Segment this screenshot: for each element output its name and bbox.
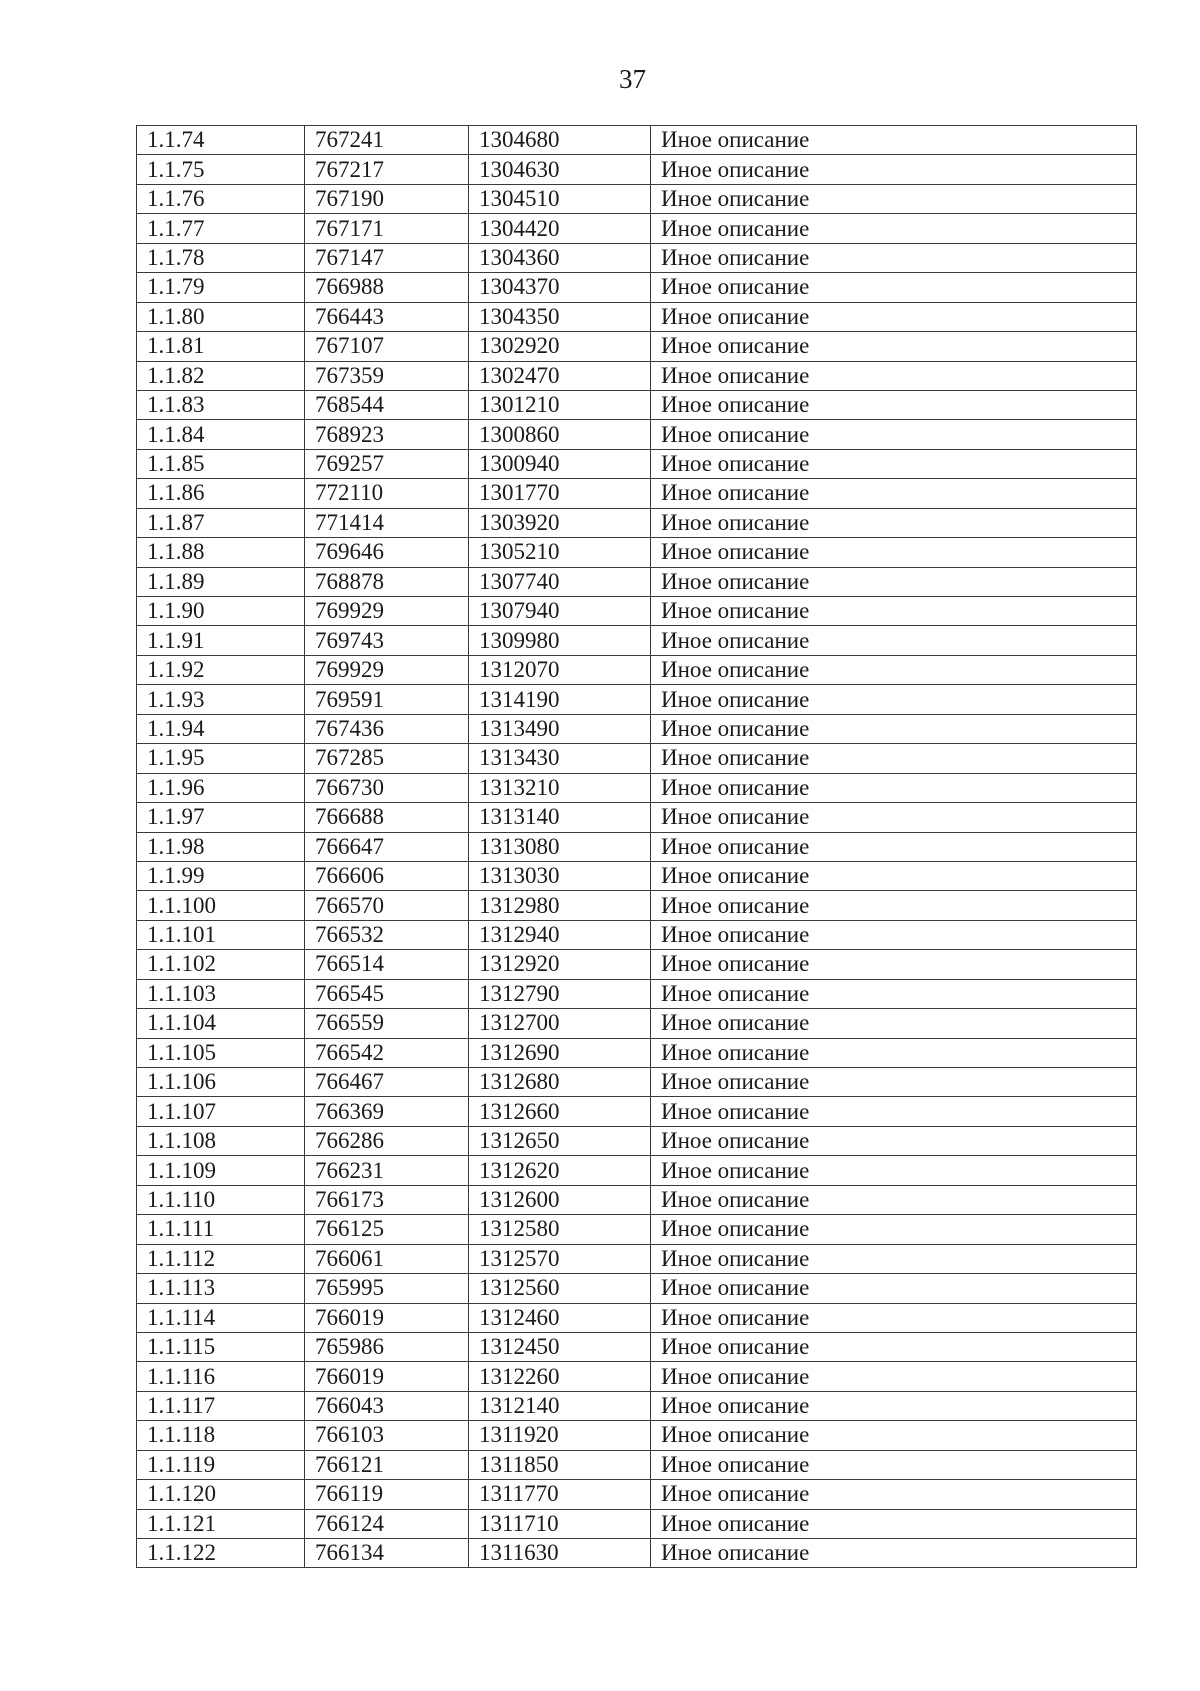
description-cell: Иное описание [651, 950, 1137, 979]
point-number-cell: 1.1.111 [137, 1215, 305, 1244]
point-number-cell: 1.1.109 [137, 1156, 305, 1185]
x-coordinate-cell: 765995 [305, 1274, 469, 1303]
x-coordinate-cell: 767171 [305, 214, 469, 243]
x-coordinate-cell: 766119 [305, 1480, 469, 1509]
y-coordinate-cell: 1312450 [469, 1332, 651, 1361]
description-cell: Иное описание [651, 979, 1137, 1008]
point-number-cell: 1.1.118 [137, 1421, 305, 1450]
y-coordinate-cell: 1302920 [469, 332, 651, 361]
point-number-cell: 1.1.85 [137, 449, 305, 478]
description-cell: Иное описание [651, 1509, 1137, 1538]
table-row [137, 1156, 1137, 1185]
y-coordinate-cell: 1312690 [469, 1038, 651, 1067]
point-number-cell: 1.1.82 [137, 361, 305, 390]
table-row [137, 1215, 1137, 1244]
table-row [137, 1509, 1137, 1538]
y-coordinate-cell: 1304360 [469, 243, 651, 272]
point-number-cell: 1.1.80 [137, 302, 305, 331]
table-row [137, 1303, 1137, 1332]
table-row [137, 1362, 1137, 1391]
point-number-cell: 1.1.119 [137, 1450, 305, 1479]
point-number-cell: 1.1.113 [137, 1274, 305, 1303]
table-row [137, 979, 1137, 1008]
table-row [137, 479, 1137, 508]
y-coordinate-cell: 1311770 [469, 1480, 651, 1509]
x-coordinate-cell: 767359 [305, 361, 469, 390]
point-number-cell: 1.1.94 [137, 714, 305, 743]
table-row [137, 332, 1137, 361]
y-coordinate-cell: 1304630 [469, 155, 651, 184]
table-row [137, 832, 1137, 861]
x-coordinate-cell: 769929 [305, 655, 469, 684]
point-number-cell: 1.1.121 [137, 1509, 305, 1538]
x-coordinate-cell: 766545 [305, 979, 469, 1008]
description-cell: Иное описание [651, 155, 1137, 184]
description-cell: Иное описание [651, 1009, 1137, 1038]
x-coordinate-cell: 766173 [305, 1185, 469, 1214]
y-coordinate-cell: 1301210 [469, 390, 651, 419]
description-cell: Иное описание [651, 1332, 1137, 1361]
table-row [137, 214, 1137, 243]
description-cell: Иное описание [651, 1244, 1137, 1273]
point-number-cell: 1.1.122 [137, 1539, 305, 1568]
x-coordinate-cell: 767285 [305, 744, 469, 773]
description-cell: Иное описание [651, 567, 1137, 596]
point-number-cell: 1.1.117 [137, 1391, 305, 1420]
point-number-cell: 1.1.99 [137, 861, 305, 890]
x-coordinate-cell: 766124 [305, 1509, 469, 1538]
x-coordinate-cell: 767217 [305, 155, 469, 184]
x-coordinate-cell: 765986 [305, 1332, 469, 1361]
x-coordinate-cell: 766542 [305, 1038, 469, 1067]
y-coordinate-cell: 1312790 [469, 979, 651, 1008]
y-coordinate-cell: 1313030 [469, 861, 651, 890]
table-row [137, 1068, 1137, 1097]
y-coordinate-cell: 1304510 [469, 184, 651, 213]
x-coordinate-cell: 766730 [305, 773, 469, 802]
point-number-cell: 1.1.75 [137, 155, 305, 184]
point-number-cell: 1.1.112 [137, 1244, 305, 1273]
description-cell: Иное описание [651, 1185, 1137, 1214]
description-cell: Иное описание [651, 1274, 1137, 1303]
y-coordinate-cell: 1313080 [469, 832, 651, 861]
table-row [137, 655, 1137, 684]
description-cell: Иное описание [651, 1421, 1137, 1450]
x-coordinate-cell: 768878 [305, 567, 469, 596]
x-coordinate-cell: 768544 [305, 390, 469, 419]
point-number-cell: 1.1.120 [137, 1480, 305, 1509]
y-coordinate-cell: 1313140 [469, 803, 651, 832]
x-coordinate-cell: 766559 [305, 1009, 469, 1038]
y-coordinate-cell: 1312600 [469, 1185, 651, 1214]
y-coordinate-cell: 1312680 [469, 1068, 651, 1097]
x-coordinate-cell: 767190 [305, 184, 469, 213]
description-cell: Иное описание [651, 714, 1137, 743]
x-coordinate-cell: 767147 [305, 243, 469, 272]
x-coordinate-cell: 769929 [305, 597, 469, 626]
x-coordinate-cell: 766231 [305, 1156, 469, 1185]
table-row [137, 1480, 1137, 1509]
y-coordinate-cell: 1312570 [469, 1244, 651, 1273]
point-number-cell: 1.1.87 [137, 508, 305, 537]
point-number-cell: 1.1.83 [137, 390, 305, 419]
y-coordinate-cell: 1312650 [469, 1126, 651, 1155]
point-number-cell: 1.1.116 [137, 1362, 305, 1391]
description-cell: Иное описание [651, 302, 1137, 331]
x-coordinate-cell: 769591 [305, 685, 469, 714]
table-row [137, 126, 1137, 155]
x-coordinate-cell: 766688 [305, 803, 469, 832]
table-row [137, 920, 1137, 949]
description-cell: Иное описание [651, 1450, 1137, 1479]
x-coordinate-cell: 766532 [305, 920, 469, 949]
description-cell: Иное описание [651, 626, 1137, 655]
table-row [137, 950, 1137, 979]
description-cell: Иное описание [651, 1362, 1137, 1391]
y-coordinate-cell: 1311920 [469, 1421, 651, 1450]
table-row [137, 714, 1137, 743]
y-coordinate-cell: 1312560 [469, 1274, 651, 1303]
description-cell: Иное описание [651, 1391, 1137, 1420]
point-number-cell: 1.1.98 [137, 832, 305, 861]
table-row [137, 361, 1137, 390]
table-row [137, 1009, 1137, 1038]
y-coordinate-cell: 1313430 [469, 744, 651, 773]
description-cell: Иное описание [651, 655, 1137, 684]
x-coordinate-cell: 769646 [305, 538, 469, 567]
table-row [137, 1421, 1137, 1450]
y-coordinate-cell: 1300860 [469, 420, 651, 449]
y-coordinate-cell: 1311710 [469, 1509, 651, 1538]
description-cell: Иное описание [651, 332, 1137, 361]
point-number-cell: 1.1.92 [137, 655, 305, 684]
coordinates-table-body [137, 126, 1137, 1568]
table-row [137, 302, 1137, 331]
x-coordinate-cell: 766647 [305, 832, 469, 861]
x-coordinate-cell: 766103 [305, 1421, 469, 1450]
point-number-cell: 1.1.107 [137, 1097, 305, 1126]
x-coordinate-cell: 766606 [305, 861, 469, 890]
x-coordinate-cell: 767436 [305, 714, 469, 743]
table-row [137, 861, 1137, 890]
x-coordinate-cell: 766125 [305, 1215, 469, 1244]
x-coordinate-cell: 766988 [305, 273, 469, 302]
description-cell: Иное описание [651, 126, 1137, 155]
point-number-cell: 1.1.76 [137, 184, 305, 213]
description-cell: Иное описание [651, 1480, 1137, 1509]
table-row [137, 597, 1137, 626]
table-row [137, 1450, 1137, 1479]
description-cell: Иное описание [651, 1156, 1137, 1185]
description-cell: Иное описание [651, 920, 1137, 949]
description-cell: Иное описание [651, 361, 1137, 390]
y-coordinate-cell: 1301770 [469, 479, 651, 508]
point-number-cell: 1.1.96 [137, 773, 305, 802]
y-coordinate-cell: 1313490 [469, 714, 651, 743]
x-coordinate-cell: 767241 [305, 126, 469, 155]
x-coordinate-cell: 767107 [305, 332, 469, 361]
point-number-cell: 1.1.102 [137, 950, 305, 979]
point-number-cell: 1.1.88 [137, 538, 305, 567]
description-cell: Иное описание [651, 832, 1137, 861]
point-number-cell: 1.1.105 [137, 1038, 305, 1067]
y-coordinate-cell: 1312980 [469, 891, 651, 920]
description-cell: Иное описание [651, 390, 1137, 419]
y-coordinate-cell: 1303920 [469, 508, 651, 537]
table-row [137, 773, 1137, 802]
page-number: 37 [619, 64, 646, 94]
table-row [137, 1332, 1137, 1361]
y-coordinate-cell: 1312700 [469, 1009, 651, 1038]
coordinates-table [136, 125, 1137, 1568]
y-coordinate-cell: 1300940 [469, 449, 651, 478]
y-coordinate-cell: 1304350 [469, 302, 651, 331]
table-row [137, 1097, 1137, 1126]
y-coordinate-cell: 1312070 [469, 655, 651, 684]
description-cell: Иное описание [651, 597, 1137, 626]
y-coordinate-cell: 1313210 [469, 773, 651, 802]
point-number-cell: 1.1.95 [137, 744, 305, 773]
description-cell: Иное описание [651, 508, 1137, 537]
point-number-cell: 1.1.110 [137, 1185, 305, 1214]
y-coordinate-cell: 1309980 [469, 626, 651, 655]
table-row [137, 243, 1137, 272]
table-row [137, 155, 1137, 184]
y-coordinate-cell: 1312580 [469, 1215, 651, 1244]
description-cell: Иное описание [651, 273, 1137, 302]
x-coordinate-cell: 766019 [305, 1303, 469, 1332]
x-coordinate-cell: 766570 [305, 891, 469, 920]
table-row [137, 508, 1137, 537]
y-coordinate-cell: 1304680 [469, 126, 651, 155]
description-cell: Иное описание [651, 1068, 1137, 1097]
point-number-cell: 1.1.100 [137, 891, 305, 920]
x-coordinate-cell: 766019 [305, 1362, 469, 1391]
description-cell: Иное описание [651, 449, 1137, 478]
description-cell: Иное описание [651, 420, 1137, 449]
point-number-cell: 1.1.90 [137, 597, 305, 626]
x-coordinate-cell: 766061 [305, 1244, 469, 1273]
table-row [137, 273, 1137, 302]
y-coordinate-cell: 1312940 [469, 920, 651, 949]
description-cell: Иное описание [651, 1215, 1137, 1244]
description-cell: Иное описание [651, 1539, 1137, 1568]
y-coordinate-cell: 1312460 [469, 1303, 651, 1332]
description-cell: Иное описание [651, 1038, 1137, 1067]
x-coordinate-cell: 771414 [305, 508, 469, 537]
point-number-cell: 1.1.86 [137, 479, 305, 508]
y-coordinate-cell: 1307740 [469, 567, 651, 596]
y-coordinate-cell: 1307940 [469, 597, 651, 626]
point-number-cell: 1.1.81 [137, 332, 305, 361]
description-cell: Иное описание [651, 479, 1137, 508]
description-cell: Иное описание [651, 891, 1137, 920]
table-row [137, 1126, 1137, 1155]
table-row [137, 1185, 1137, 1214]
point-number-cell: 1.1.108 [137, 1126, 305, 1155]
table-row [137, 184, 1137, 213]
table-row [137, 420, 1137, 449]
description-cell: Иное описание [651, 773, 1137, 802]
table-row [137, 744, 1137, 773]
x-coordinate-cell: 766286 [305, 1126, 469, 1155]
y-coordinate-cell: 1312140 [469, 1391, 651, 1420]
point-number-cell: 1.1.93 [137, 685, 305, 714]
y-coordinate-cell: 1302470 [469, 361, 651, 390]
point-number-cell: 1.1.84 [137, 420, 305, 449]
table-row [137, 626, 1137, 655]
description-cell: Иное описание [651, 744, 1137, 773]
x-coordinate-cell: 766467 [305, 1068, 469, 1097]
y-coordinate-cell: 1312260 [469, 1362, 651, 1391]
point-number-cell: 1.1.101 [137, 920, 305, 949]
table-row [137, 538, 1137, 567]
table-row [137, 1391, 1137, 1420]
x-coordinate-cell: 766121 [305, 1450, 469, 1479]
description-cell: Иное описание [651, 803, 1137, 832]
y-coordinate-cell: 1304370 [469, 273, 651, 302]
table-row [137, 390, 1137, 419]
point-number-cell: 1.1.106 [137, 1068, 305, 1097]
description-cell: Иное описание [651, 1097, 1137, 1126]
point-number-cell: 1.1.114 [137, 1303, 305, 1332]
table-row [137, 1274, 1137, 1303]
table-row [137, 1539, 1137, 1568]
x-coordinate-cell: 769743 [305, 626, 469, 655]
table-row [137, 1038, 1137, 1067]
x-coordinate-cell: 766369 [305, 1097, 469, 1126]
point-number-cell: 1.1.77 [137, 214, 305, 243]
table-row [137, 891, 1137, 920]
point-number-cell: 1.1.115 [137, 1332, 305, 1361]
x-coordinate-cell: 769257 [305, 449, 469, 478]
x-coordinate-cell: 766134 [305, 1539, 469, 1568]
description-cell: Иное описание [651, 538, 1137, 567]
point-number-cell: 1.1.91 [137, 626, 305, 655]
point-number-cell: 1.1.74 [137, 126, 305, 155]
y-coordinate-cell: 1311850 [469, 1450, 651, 1479]
y-coordinate-cell: 1305210 [469, 538, 651, 567]
point-number-cell: 1.1.104 [137, 1009, 305, 1038]
y-coordinate-cell: 1312620 [469, 1156, 651, 1185]
table-row [137, 567, 1137, 596]
table-row [137, 685, 1137, 714]
description-cell: Иное описание [651, 1303, 1137, 1332]
x-coordinate-cell: 768923 [305, 420, 469, 449]
description-cell: Иное описание [651, 243, 1137, 272]
x-coordinate-cell: 766514 [305, 950, 469, 979]
table-row [137, 803, 1137, 832]
point-number-cell: 1.1.103 [137, 979, 305, 1008]
table-row [137, 1244, 1137, 1273]
point-number-cell: 1.1.78 [137, 243, 305, 272]
y-coordinate-cell: 1312920 [469, 950, 651, 979]
y-coordinate-cell: 1314190 [469, 685, 651, 714]
point-number-cell: 1.1.97 [137, 803, 305, 832]
table-row [137, 449, 1137, 478]
x-coordinate-cell: 772110 [305, 479, 469, 508]
y-coordinate-cell: 1304420 [469, 214, 651, 243]
x-coordinate-cell: 766443 [305, 302, 469, 331]
description-cell: Иное описание [651, 184, 1137, 213]
y-coordinate-cell: 1311630 [469, 1539, 651, 1568]
description-cell: Иное описание [651, 861, 1137, 890]
point-number-cell: 1.1.89 [137, 567, 305, 596]
description-cell: Иное описание [651, 685, 1137, 714]
y-coordinate-cell: 1312660 [469, 1097, 651, 1126]
point-number-cell: 1.1.79 [137, 273, 305, 302]
description-cell: Иное описание [651, 1126, 1137, 1155]
x-coordinate-cell: 766043 [305, 1391, 469, 1420]
description-cell: Иное описание [651, 214, 1137, 243]
